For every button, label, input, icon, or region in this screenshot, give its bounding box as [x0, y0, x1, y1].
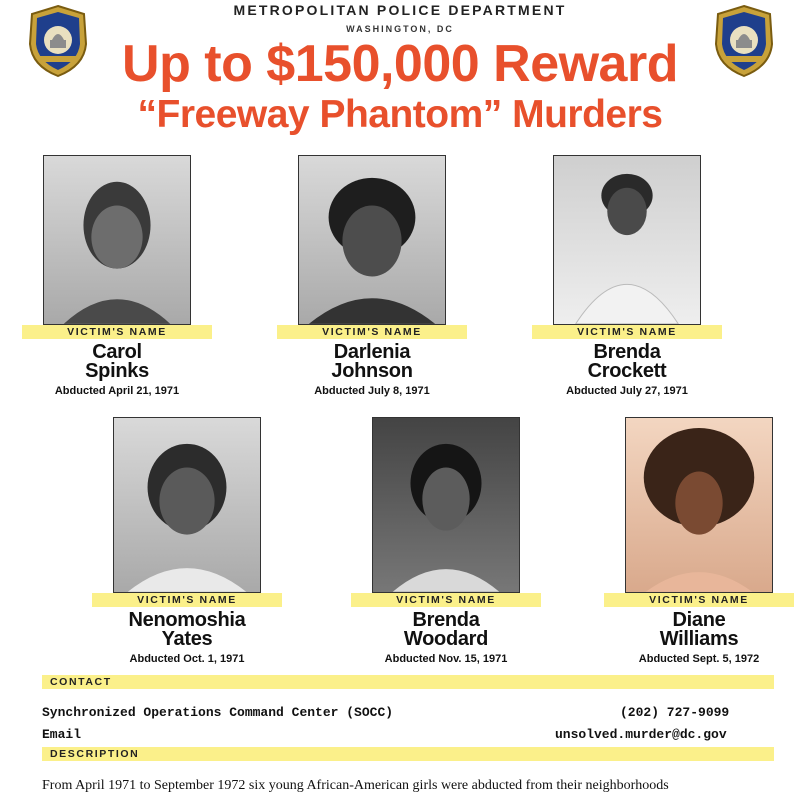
victim-photo	[298, 155, 446, 325]
victim-card	[351, 417, 541, 665]
victim-first-name: Carol	[92, 341, 142, 363]
victim-label: VICTIM'S NAME	[22, 325, 212, 339]
victim-last-name: Woodard	[403, 628, 489, 650]
victim-first-name: Brenda	[593, 341, 661, 363]
case-headline: “Freeway Phantom” Murders	[137, 93, 663, 136]
reward-headline: Up to $150,000 Reward	[122, 35, 678, 93]
victim-last-name: Crockett	[587, 360, 667, 382]
victim-first-name: Darlenia	[333, 341, 411, 363]
victim-label: VICTIM'S NAME	[92, 593, 282, 607]
victim-last-name: Spinks	[85, 360, 149, 382]
victim-photo	[43, 155, 191, 325]
victim-photo	[113, 417, 261, 593]
contact-center: Synchronized Operations Command Center (SOCC)	[42, 705, 394, 720]
victim-label: VICTIM'S NAME	[532, 325, 722, 339]
description-heading: DESCRIPTION	[42, 747, 774, 761]
victim-card	[604, 417, 794, 665]
victim-label: VICTIM'S NAME	[351, 593, 541, 607]
victim-first-name: Diane	[672, 609, 726, 631]
victim-card	[277, 155, 467, 397]
abduction-date: Abducted July 8, 1971	[314, 385, 430, 397]
victim-last-name: Johnson	[331, 360, 413, 382]
abduction-date: Abducted Nov. 15, 1971	[384, 653, 508, 665]
description-text: From April 1971 to September 1972 six young African-American girls were abducted from their neighborhoods	[42, 778, 669, 793]
victim-card	[92, 417, 282, 665]
victim-card	[22, 155, 212, 397]
abduction-date: Abducted Oct. 1, 1971	[129, 653, 245, 665]
victim-first-name: Brenda	[412, 609, 480, 631]
abduction-date: Abducted Sept. 5, 1972	[638, 653, 760, 665]
victim-photo	[553, 155, 701, 325]
abduction-date: Abducted July 27, 1971	[566, 385, 688, 397]
contact-phone[interactable]: (202) 727-9099	[620, 705, 730, 720]
department-city: WASHINGTON, DC	[346, 24, 454, 34]
abduction-date: Abducted April 21, 1971	[54, 385, 180, 397]
victim-label: VICTIM'S NAME	[277, 325, 467, 339]
victim-first-name: Nenomoshia	[128, 609, 246, 631]
victim-photo	[625, 417, 773, 593]
victim-card	[532, 155, 722, 397]
victim-photo	[372, 417, 520, 593]
victim-last-name: Yates	[161, 628, 213, 650]
contact-heading: CONTACT	[42, 675, 774, 689]
victim-label: VICTIM'S NAME	[604, 593, 794, 607]
contact-email-label: Email	[42, 727, 82, 742]
contact-email[interactable]: unsolved.murder@dc.gov	[555, 727, 727, 742]
department-name: METROPOLITAN POLICE DEPARTMENT	[233, 2, 567, 18]
victim-last-name: Williams	[659, 628, 739, 650]
